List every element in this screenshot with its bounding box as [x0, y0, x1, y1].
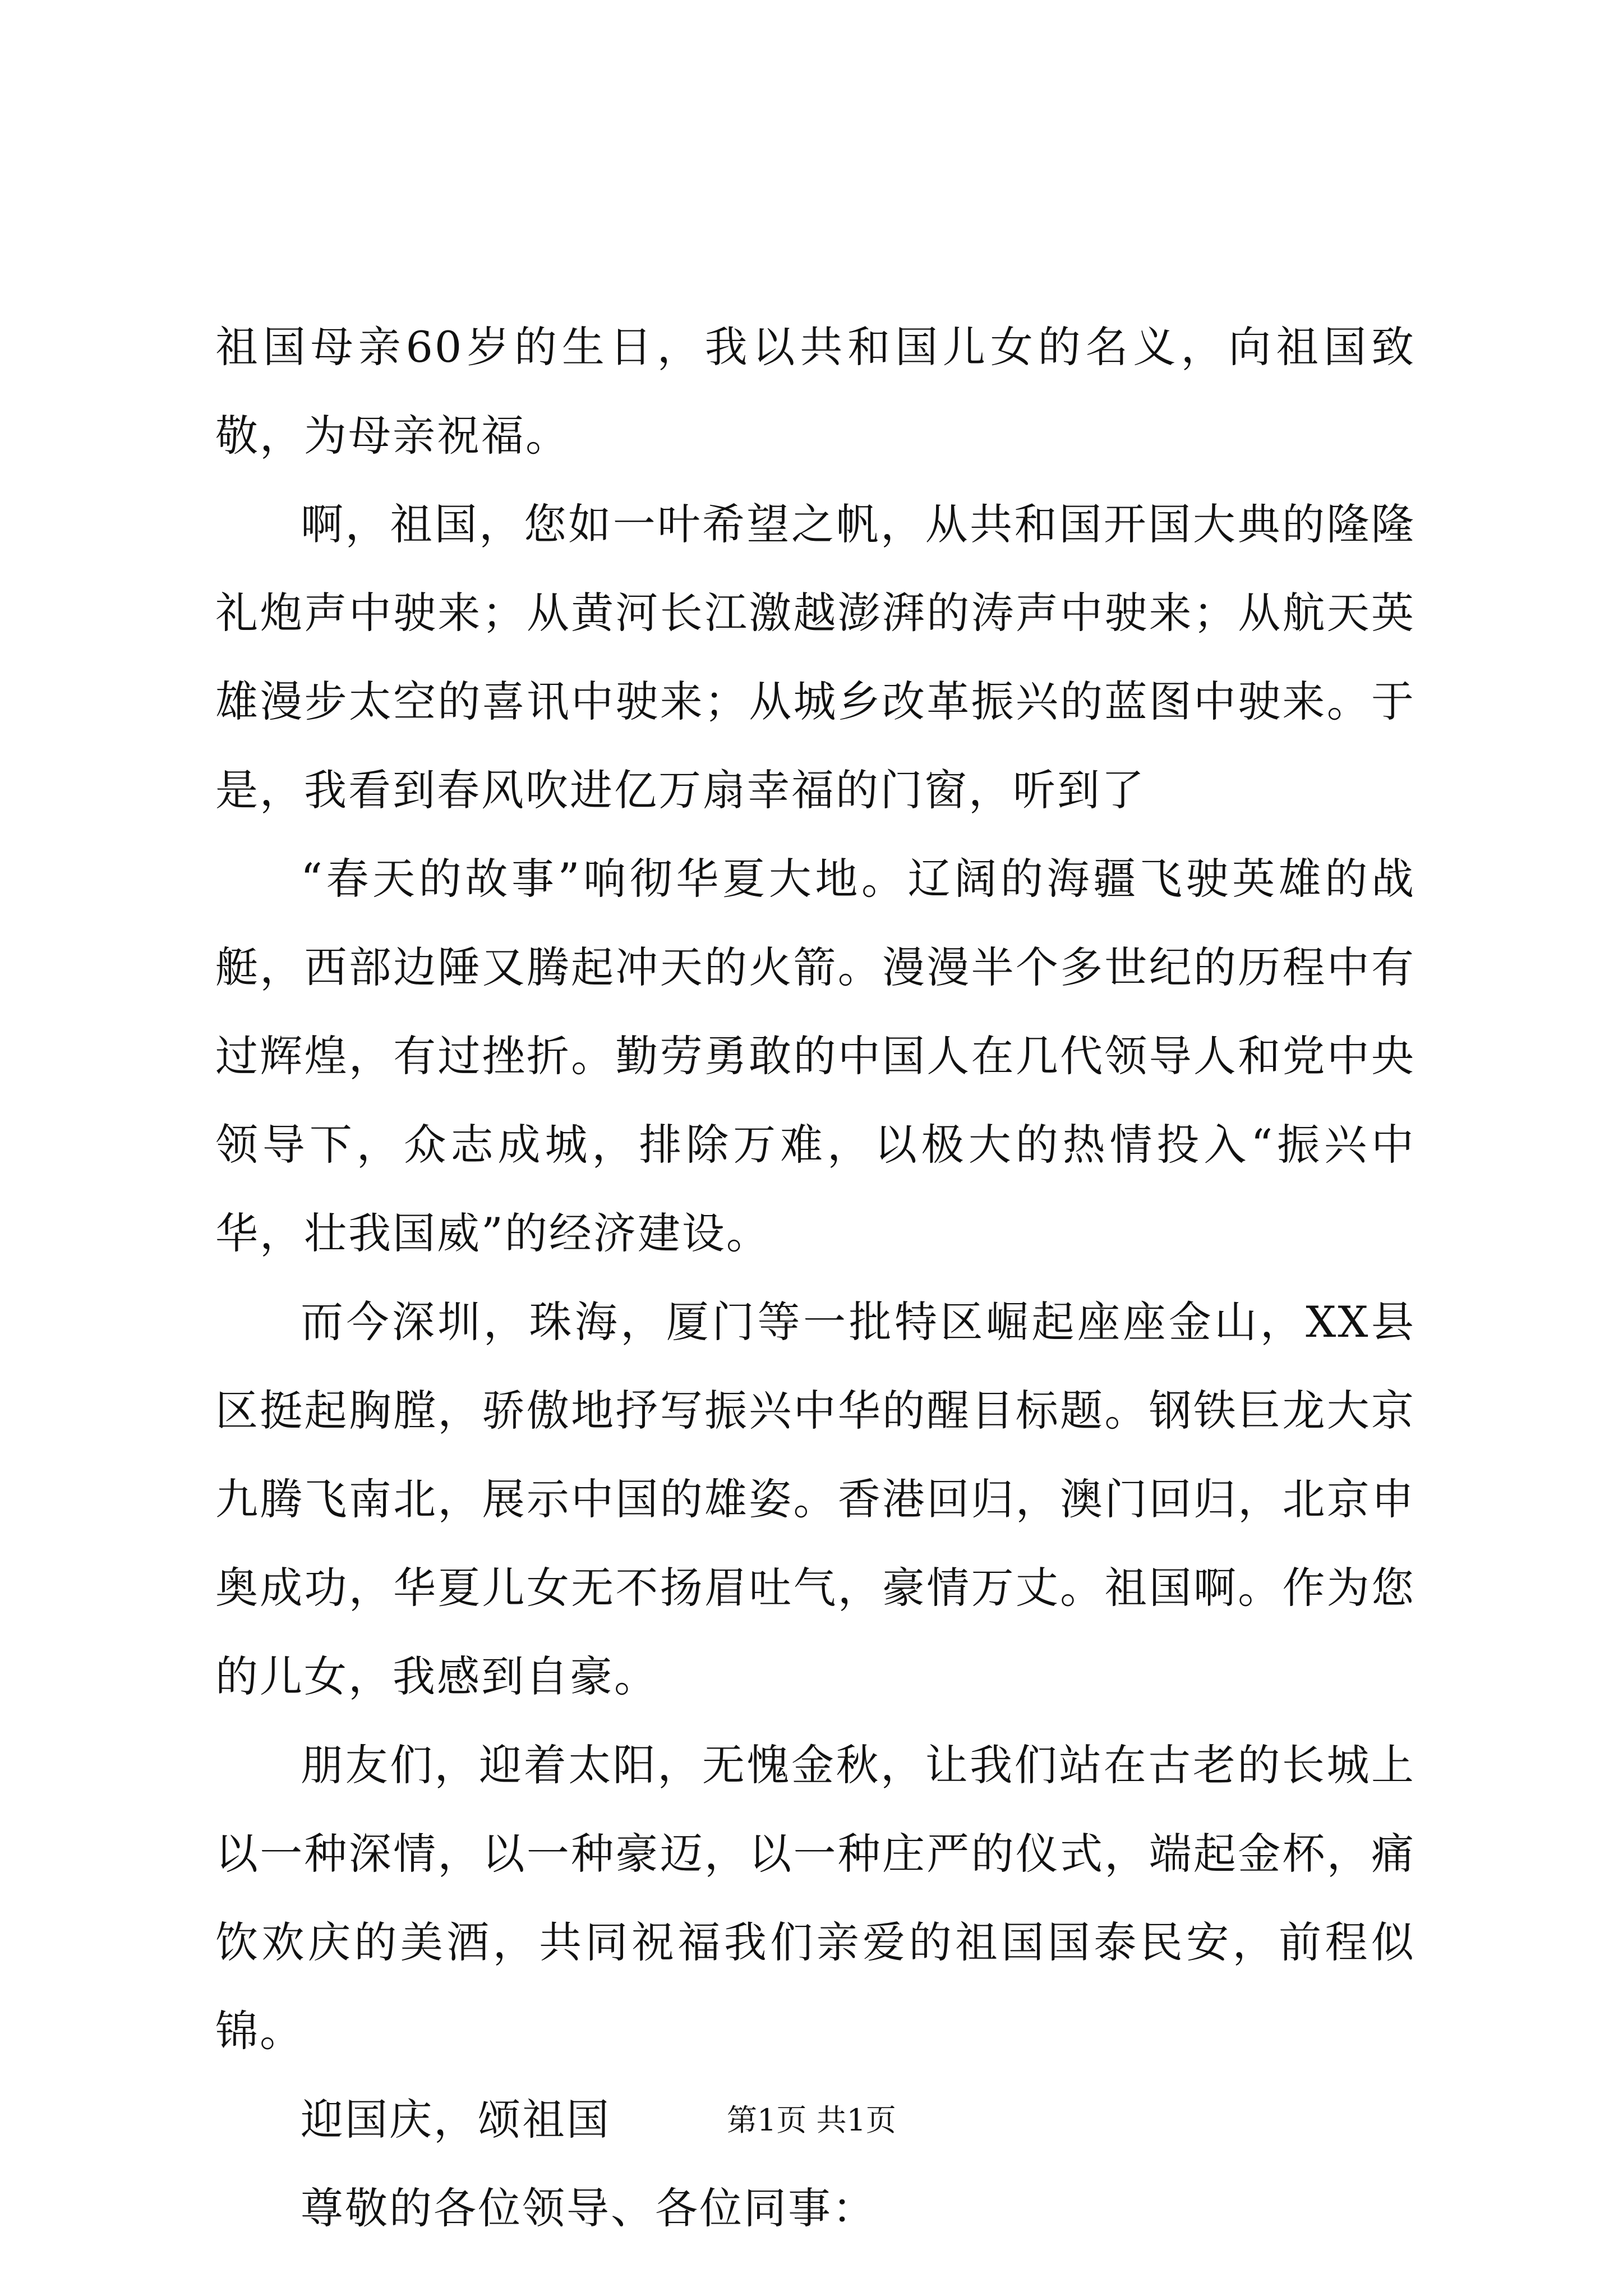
document-body — [215, 303, 1415, 2253]
page-footer — [0, 2098, 1623, 2143]
salutation: 尊敬的各位领导、各位同事： — [301, 2183, 877, 2233]
paragraph-1: 祖国母亲60岁的生日，我以共和国儿女的名义，向祖国致敬，为母亲祝福。 — [215, 322, 1415, 461]
paragraph-4: 而今深圳，珠海，厦门等一批特区崛起座座金山，XX县区挺起胸膛，骄傲地抒写振兴中华的醒目标题。钢铁巨龙大京九腾飞南北，展示中国的雄姿。香港回归，澳门回归，北京申奥成功，华夏儿女无不扬眉吐气，豪情万丈。祖国啊。作为您的儿女，我感到自豪。 — [215, 1297, 1415, 1701]
paragraph-2: 啊，祖国，您如一叶希望之帆，从共和国开国大典的隆隆礼炮声中驶来；从黄河长江激越澎湃的涛声中驶来；从航天英雄漫步太空的喜讯中驶来；从城乡改革振兴的蓝图中驶来。于是，我看到春风吹进亿万扇幸福的门窗，听到了 — [215, 499, 1415, 815]
paragraph-5: 朋友们，迎着太阳，无愧金秋，让我们站在古老的长城上以一种深情，以一种豪迈，以一种庄严的仪式，端起金杯，痛饮欢庆的美酒，共同祝福我们亲爱的祖国国泰民安，前程似锦。 — [215, 1740, 1415, 2056]
page-number-label: 第1页 共1页 — [727, 2102, 896, 2138]
paragraph-3: “春天的故事”响彻华夏大地。辽阔的海疆飞驶英雄的战艇，西部边陲又腾起冲天的火箭。漫漫半个多世纪的历程中有过辉煌，有过挫折。勤劳勇敢的中国人在几代领导人和党中央领导下，众志成城，排除万难，以极大的热情投入“振兴中华，壮我国威”的经济建设。 — [215, 854, 1415, 1258]
section-heading: 迎国庆，颂祖国 — [301, 2095, 611, 2145]
